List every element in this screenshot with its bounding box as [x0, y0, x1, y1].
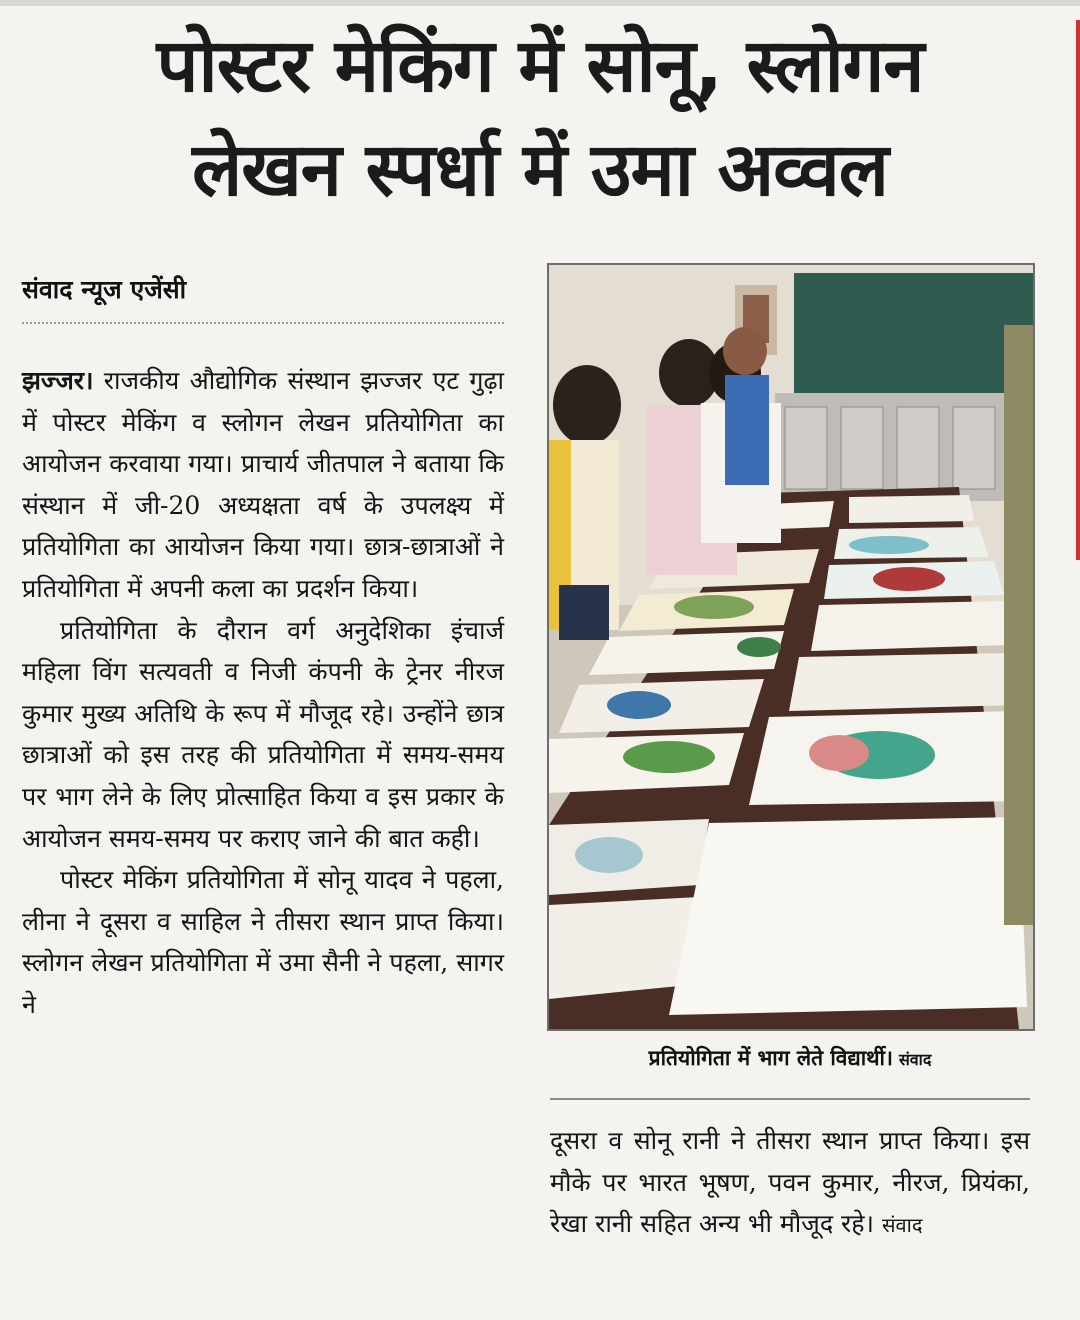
page-edge-red-mark [1076, 20, 1080, 560]
paragraph-3-left: पोस्टर मेकिंग प्रतियोगिता में सोनू यादव ने पहला, लीना ने दूसरा व साहिल ने तीसरा स्थान प्राप्त किया। स्लोगन लेखन प्रतियोगिता में उमा सैनी ने पहला, सागर ने [22, 865, 504, 1019]
photo-caption [550, 1044, 1030, 1072]
photo-students-exhibition [549, 265, 1033, 1029]
dateline: झज्जर। [22, 366, 94, 395]
article-credit: संवाद [882, 1213, 923, 1238]
paragraph-3-right [550, 1120, 1030, 1247]
headline-line-2: लेखन स्पर्धा में उमा अव्वल [192, 127, 888, 213]
caption-credit: संवाद [898, 1050, 932, 1069]
byline-divider [22, 322, 504, 324]
paragraph-2: प्रतियोगिता के दौरान वर्ग अनुदेशिका इंचार्ज महिला विंग सत्यवती व निजी कंपनी के ट्रेनर नीरज कुमार मुख्य अतिथि के रूप में मौजूद रहे। उन्होंने छात्र छात्राओं को इस तरह की प्रतियोगिता में समय-समय पर भाग लेने के लिए प्रोत्साहित किया व इस प्रकार के आयोजन समय-समय पर कराए जाने की बात कही। [22, 615, 504, 853]
byline: संवाद न्यूज एजेंसी [22, 275, 187, 304]
paragraph-3-right-body: दूसरा व सोनू रानी ने तीसरा स्थान प्राप्त किया। इस मौके पर भारत भूषण, पवन कुमार, नीरज, प्रियंका, रेखा रानी सहित अन्य भी मौजूद रहे। [550, 1126, 1030, 1239]
top-divider [0, 0, 1080, 6]
headline [0, 14, 1080, 222]
paragraph-1 [22, 360, 504, 610]
headline-line-1: पोस्टर मेकिंग में सोनू, स्लोगन [156, 23, 924, 109]
caption-divider [550, 1098, 1030, 1100]
article-column-left [22, 360, 504, 1026]
paragraph-1-body: राजकीय औद्योगिक संस्थान झज्जर एट गुढ़ा में पोस्टर मेकिंग व स्लोगन लेखन प्रतियोगिता का आयोजन करवाया गया। प्राचार्य जीतपाल ने बताया कि संस्थान में जी-20 अध्यक्षता वर्ष के उपलक्ष्य में प्रतियोगिता का आयोजन किया गया। छात्र-छात्राओं ने प्रतियोगिता में अपनी कला का प्रदर्शन किया। [22, 366, 504, 603]
caption-text: प्रतियोगिता में भाग लेते विद्यार्थी। [648, 1046, 893, 1070]
news-photo [547, 263, 1035, 1031]
article-column-right [550, 1120, 1030, 1247]
